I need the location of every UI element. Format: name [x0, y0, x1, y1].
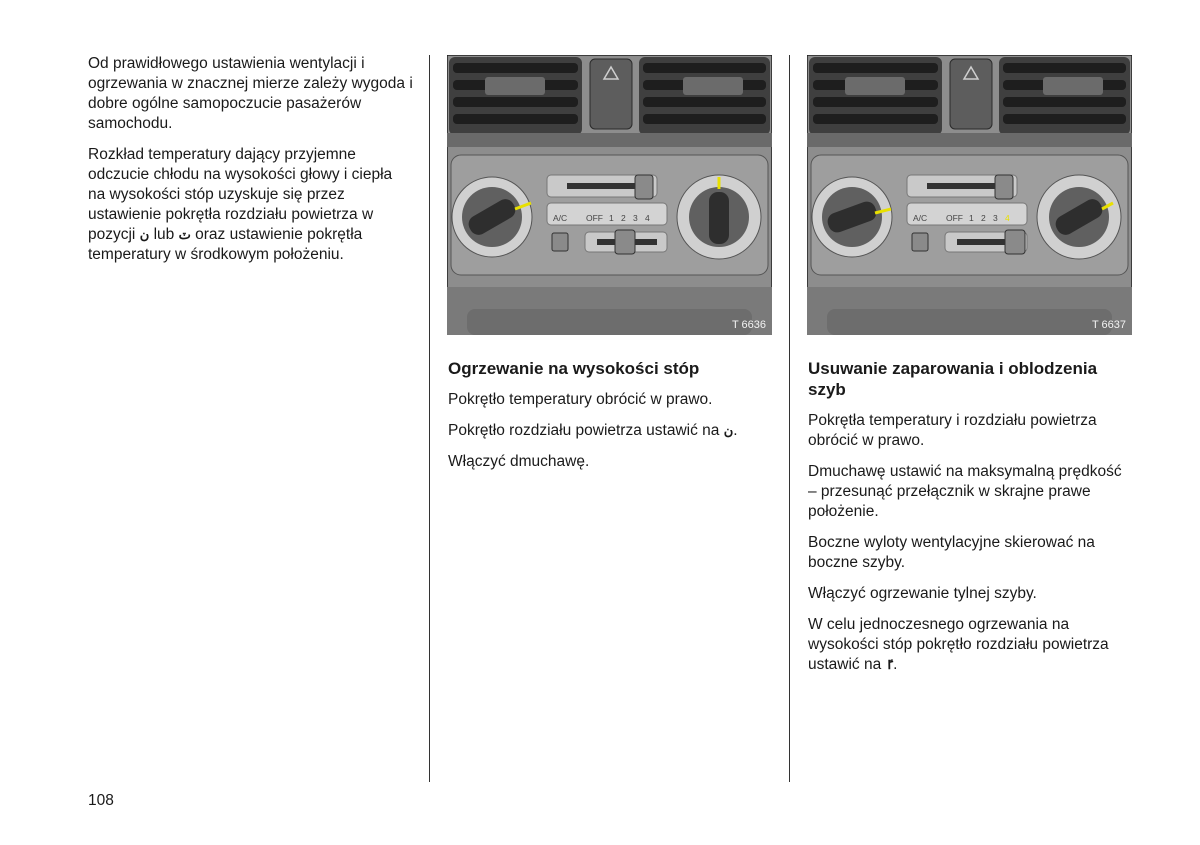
page-number: 108 — [88, 792, 114, 809]
instruction-5: W celu jednoczesnego ogrzewania na wysokości stóp pokrętło rozdziału powietrza ustawić na ٵ. — [808, 616, 1109, 673]
instruction-4: Włączyć ogrzewanie tylnej szyby. — [808, 585, 1037, 602]
foot-and-head-vent-icon: ٽ — [178, 227, 191, 242]
fan-speed-4: 4 — [645, 213, 650, 223]
instruction-1: Pokrętło temperatury obrócić w prawo. — [448, 391, 713, 408]
fan-speed-1: 1 — [969, 213, 974, 223]
column-divider — [429, 55, 430, 782]
footwell-heating-section — [448, 358, 770, 483]
instruction-3: Boczne wyloty wentylacyjne skierować na boczne szyby. — [808, 534, 1095, 571]
fan-off-label: OFF — [946, 213, 963, 223]
figure-code: T 6636 — [731, 319, 766, 331]
fan-speed-3: 3 — [633, 213, 638, 223]
heater-panel-illustration — [447, 55, 772, 335]
fan-speed-2: 2 — [981, 213, 986, 223]
section-heading: Ogrzewanie na wysokości stóp — [448, 359, 700, 378]
ac-label: A/C — [553, 213, 568, 223]
fan-speed-4: 4 — [1005, 213, 1010, 223]
footwell-vent-icon: ن — [723, 423, 734, 438]
column-divider — [789, 55, 790, 782]
fan-off-label: OFF — [586, 213, 603, 223]
left-text-column — [88, 54, 413, 276]
fan-speed-3: 3 — [993, 213, 998, 223]
defrost-section — [808, 358, 1130, 686]
section-heading: Usuwanie zaparowania i oblodzenia szyb — [808, 359, 1098, 399]
instruction-1: Pokrętła temperatury i rozdziału powietrza obrócić w prawo. — [808, 412, 1097, 449]
foot-and-defrost-icon: ٵ — [885, 657, 894, 672]
intro-paragraph: Od prawidłowego ustawienia wentylacji i ogrzewania w znacznej mierze zależy wygoda i dobre ogólne samopoczucie pasażerów samochodu. — [88, 55, 413, 132]
instruction-2: Pokrętło rozdziału powietrza ustawić na ن. — [448, 422, 738, 439]
heater-panel-figure-footwell — [447, 55, 772, 335]
figure-code: T 6637 — [1091, 319, 1126, 331]
heater-panel-illustration — [807, 55, 1132, 335]
ac-label: A/C — [913, 213, 928, 223]
instruction-3: Włączyć dmuchawę. — [448, 453, 590, 470]
temperature-distribution-paragraph: Rozkład temperatury dający przyjemne odczucie chłodu na wysokości głowy i ciepła na wysokości stóp uzyskuje się przez ustawienie pokrętła rozdziału powietrza w pozycji ن lub ٽ oraz ustawienie pokrętła temperatury w środkowym położeniu. — [88, 146, 393, 263]
heater-panel-figure-defrost — [807, 55, 1132, 335]
instruction-2: Dmuchawę ustawić na maksymalną prędkość – przesunąć przełącznik w skrajne prawe położenie. — [808, 463, 1122, 520]
fan-speed-2: 2 — [621, 213, 626, 223]
fan-speed-1: 1 — [609, 213, 614, 223]
footwell-vent-icon: ن — [139, 227, 150, 242]
